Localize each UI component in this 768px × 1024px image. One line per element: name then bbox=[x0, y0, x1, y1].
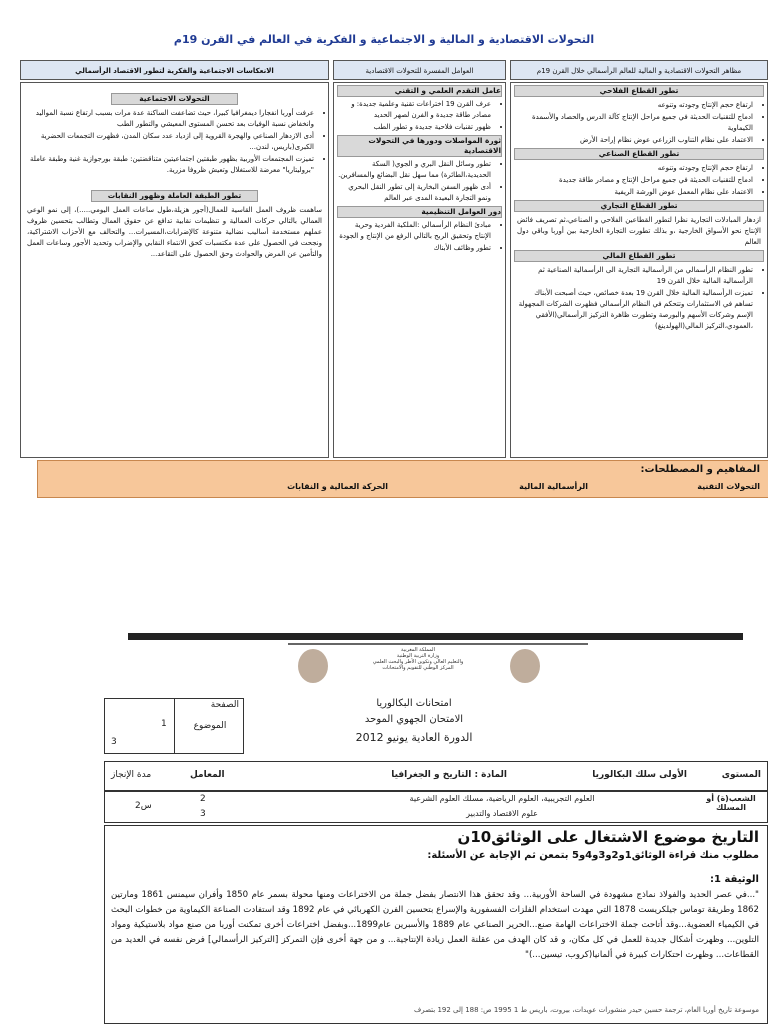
branch-2: علوم الاقتصاد والتدبير bbox=[466, 809, 538, 818]
transport-title: ثورة المواصلات ودورها في التحولات الاقتصادية bbox=[337, 135, 502, 157]
coef-label: المعامل bbox=[190, 770, 225, 780]
coef-2: 3 bbox=[200, 809, 206, 819]
workers-title: تطور الطبقة العاملة وظهور النقابات bbox=[91, 190, 258, 202]
list-item: • ادماج للتقنيات الحديثة في جميع مراحل الإنتاج و مصادر طاقة جديدة bbox=[514, 175, 753, 186]
list-item: • الاعتماد على نظام المعمل عوض الورشة الريفية bbox=[514, 187, 753, 198]
list-item: • عرف القرن 19 اختراعات تقنية وعلمية جديدة: و مصادر طاقة جديدة و الفرن لصهر الحديد bbox=[337, 99, 491, 121]
header-band bbox=[128, 633, 743, 640]
exam-subtitle: الامتحان الجهوي الموحد bbox=[364, 714, 464, 725]
list-item: • عرفت أوربا انفجارا ديمغرافيا كبيرا، حيث تضاعفت الساكنة عدة مرات بسبب ارتفاع نسبة المواليد وانخفاض نسبة الوفيات بعد تحسن المستوى المعيشي والتطور الطب bbox=[24, 108, 314, 130]
list-item: • تطور وسائل النقل البري و الجوي( السكة الحديدية،الطائرة) مما سهل نقل البضائع والمسافرين. bbox=[337, 159, 491, 181]
concept-term: الحركة العمالية و النقابات bbox=[287, 482, 388, 491]
document-box bbox=[104, 825, 768, 1024]
level-label: المستوى bbox=[721, 770, 761, 780]
list-item: • أدى ظهور السفن البخارية إلى تطور النقل البحري ونمو التجارة البعيدة المدى عبر العالم bbox=[337, 182, 491, 204]
exam-title: امتحانات البكالوريا bbox=[376, 698, 452, 709]
list-item: • ارتفاع حجم الإنتاج وجودته وتنوعه bbox=[514, 163, 753, 174]
organization-list bbox=[334, 220, 505, 254]
list-item: • تطور النظام الرأسمالي من الرأسمالية التجارية الى الرأسمالية الصناعية ثم الرأسمالية المالية خلال القرن 19 bbox=[514, 265, 753, 287]
industry-title: تطور القطاع الصناعي bbox=[514, 148, 764, 160]
header-rule bbox=[288, 643, 588, 645]
social-list bbox=[21, 108, 328, 176]
social-title: التحولات الاجتماعية bbox=[111, 93, 238, 105]
trade-text: ازدهار المبادلات التجارية نظرا لتطور القطاعين الفلاحي و الصناعي،ثم تصريف فائض الإنتاج نحو الأسواق الخارجية ،و بذلك تطورت التجارة الخارجية بين أوربا وباقي دول العالم bbox=[517, 216, 761, 246]
document-source: موسوعة تاريخ أوربا العام، ترجمة حسين حيدر منشورات عويدات، بيروت، باريس ط 1 1995 ص: 188 إلى 192 بتصرف bbox=[413, 1006, 759, 1014]
exam-header bbox=[128, 633, 743, 695]
duration-label: مدة الإنجاز bbox=[111, 770, 152, 780]
document-text: "...في عصر الحديد والفولاذ نماذج مشهودة في الساحة الأوربية... وقد تحقق هذا الانتصار بفضل جملة من الاختراعات ومنها محولة بسمر عام 1850 وأفران سيمنس 1861 ومارتين 1862 وطريقة توماس جيلكريست 1878 التي مهدت استخدام الفلزات الفسفورية والإسراع بتحسين الفرن الكهربائي في عام 1892 وقد استفادت الصناعة الكيماوية من خطوات البحث في الكيمياء العضوية...وقد أتاحت جملة الاختراعات الهامة صنع...الحرير الصناعي عام 1889 والأسبرين عام1899...وبفضل اختراعات أخرى تمكنت أوربا من صنع مواد بلاستيكية ومواد التلوين... وظهرت أشكال جديدة للعمل في كل مكان، و قد كان الهدف من عقلنة العمل زيادة الإنتاجية... و من جهة أخرى فإن التمركز [التركيز الرأسمالي] فرض نفسه في العديد من القطاعات... وظهرت احتكارات كبيرة في ألمانيا(كروب، تيسين...)" bbox=[111, 890, 760, 960]
list-item: • تطور وظائف الأبناك bbox=[337, 243, 491, 254]
science-title: عامل التقدم العلمي و التقني bbox=[337, 85, 502, 97]
coef-1: 2 bbox=[200, 794, 206, 804]
level-row bbox=[104, 761, 768, 791]
page-title: التحولات الاقتصادية و المالية و الاجتماعية و الفكرية في العالم في القرن 19م bbox=[173, 33, 595, 46]
finance-list bbox=[511, 265, 767, 332]
page-number: 1 bbox=[161, 719, 167, 729]
document-label: الوثيقة 1: bbox=[709, 874, 759, 885]
subject-name: المادة : التاريخ و الجغرافيا bbox=[391, 770, 507, 780]
concept-term: التحولات التقنية bbox=[697, 482, 760, 491]
branch-row bbox=[104, 791, 768, 823]
industry-list bbox=[511, 163, 767, 198]
science-list bbox=[334, 99, 505, 133]
column-repercussions bbox=[20, 82, 329, 458]
page-label: الصفحة bbox=[210, 700, 239, 710]
branch-label: الشعب(ة) أو المسلك bbox=[706, 794, 756, 812]
page-total: 3 bbox=[111, 737, 117, 747]
emblem-icon bbox=[510, 649, 540, 683]
transport-list bbox=[334, 159, 505, 204]
subject-label: الموضوع bbox=[193, 721, 227, 731]
level-value: الأولى سلك البكالوريا bbox=[592, 770, 687, 780]
list-item: • ظهور تقنيات فلاحية جديدة و تطور الطب bbox=[337, 122, 491, 133]
ministry-text: المملكة المغربية وزارة التربية الوطنية والتعليم العالي وتكوين الأطر والبحث العلمي المركز الوطني للتقويم والامتحانات bbox=[372, 647, 464, 671]
agriculture-list bbox=[511, 100, 767, 146]
column-manifestations bbox=[510, 82, 768, 458]
duration-value: 2س bbox=[135, 801, 152, 811]
agriculture-title: تطور القطاع الفلاحي bbox=[514, 85, 764, 97]
list-item: • تميزت الرأسمالية المالية خلال القرن 19 بعدة خصائص، حيث أصبحت الأبناك تساهم في الاستثمارات وتتحكم في النظام الرأسمالي فظهرت الشركات المجهولة الإسم وشركات الأسهم والبورصة وتطورت ظاهرة التركيز الرأسمالي(الأفقي ،العمودي،التركيز المالي(الهولدينغ) bbox=[514, 288, 753, 332]
trade-title: تطور القطاع التجاري bbox=[514, 200, 764, 212]
list-item: • الاعتماد على نظام التناوب الزراعي عوض نظام إراحة الأرض bbox=[514, 135, 753, 146]
organization-title: دور العوامل التنظيمية bbox=[337, 206, 502, 218]
concepts-heading: المفاهيم و المصطلحات: bbox=[640, 464, 760, 475]
exam-page bbox=[104, 633, 768, 1024]
list-item: • ارتفاع حجم الإنتاج وجودته وتنوعه bbox=[514, 100, 753, 111]
concept-term: الرأسمالية المالية bbox=[519, 482, 588, 491]
list-item: • أدى الازدهار الصناعي والهجرة القروية إلى ازدياد عدد سكان المدن، فظهرت التجمعات الحضرية الكبرى(باريس، لندن... bbox=[24, 131, 314, 153]
exam-session: الدورة العادية يونيو 2012 bbox=[355, 731, 473, 744]
list-item: • تميزت المجتمعات الأوربية بظهور طبقتين اجتماعيتين متناقضتين: طبقة بورجوازية غنية وطبقة عاملة "بروليتاريا" معرضة للاستغلال وتعيش ظروفا مزرية. bbox=[24, 154, 314, 176]
column-header-repercussions: الانعكاسات الاجتماعية والفكرية لتطور الاقتصاد الرأسمالي bbox=[20, 60, 329, 80]
column-header-factors: العوامل المفسرة للتحولات الاقتصادية bbox=[333, 60, 506, 80]
history-title: التاريخ موضوع الاشتغال على الوثائق10ن bbox=[457, 828, 759, 846]
subject-cell bbox=[174, 698, 244, 754]
workers-text: ساهمت ظروف العمل القاسية للعمال(أجور هزيلة،طول ساعات العمل اليومي.....)، إلى نمو الوعي العمالي بالتالي حركات العمالية و تنظيمات نقابية تدافع عن حقوق العمال وتطالب بتحسين ظروف عملهم مستخدمة أساليب نضالية متنوعة كالإضرابات،المسيرات... والتحالف مع الأحزاب الاشتراكية، ونجحت في الحصول على عدة مكتسبات كحق الانتماء النقابي والإضراب وتحديد الأجور وساعات العمل والتأمين عن المرض والحوادث وحق الحصول على التقاعد... bbox=[27, 206, 322, 258]
finance-title: تطور القطاع المالي bbox=[514, 250, 764, 262]
instruction: مطلوب منك قراءة الوثائق1و2و3و4و5 بتمعن ثم الإجابة عن الأسئلة: bbox=[427, 850, 759, 861]
column-factors bbox=[333, 82, 506, 458]
column-header-manifestations: مظاهر التحولات الاقتصادية و المالية للعالم الرأسمالي خلال القرن 19م bbox=[510, 60, 768, 80]
concepts-bar bbox=[37, 460, 768, 498]
branch-1: العلوم التجريبية، العلوم الرياضية، مسلك العلوم الشرعية bbox=[409, 794, 595, 803]
list-item: • مبادئ النظام الرأسمالي :الملكية الفردية وحرية الإنتاج وتحقيق الربح بالتالي الرفع من الإنتاج و الجودة bbox=[337, 220, 491, 242]
list-item: • ادماج للتقنيات الحديثة في جميع مراحل الإنتاج كآلة الدرس والحصاد والأسمدة الكيماوية bbox=[514, 112, 753, 134]
emblem-icon bbox=[298, 649, 328, 683]
